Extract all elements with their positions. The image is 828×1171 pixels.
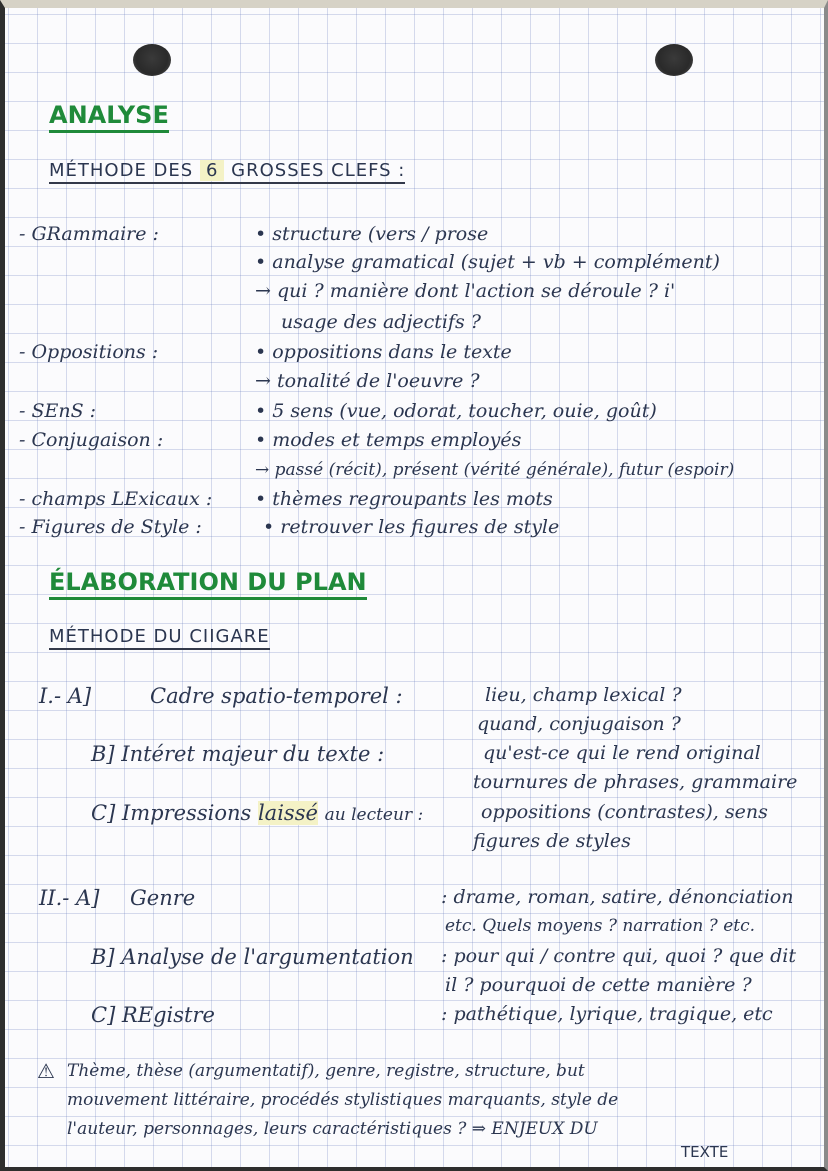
part1-a-label: Cadre spatio-temporel : — [150, 684, 403, 708]
warning-icon: ⚠ — [37, 1059, 55, 1083]
method-prefix: MÉTHODE DES — [49, 160, 194, 181]
grammaire-line-3: → qui ? manière dont l'action se déroule ? i' — [255, 280, 676, 302]
part1-a-line-1: lieu, champ lexical ? — [485, 684, 682, 706]
note-line-1: Thème, thèse (argumentatif), genre, registre, structure, but — [67, 1061, 585, 1081]
sens-line-1: • 5 sens (vue, odorat, toucher, ouie, goût) — [255, 400, 657, 422]
part2-a-label: Genre — [130, 886, 196, 910]
conjugaison-label: - Conjugaison : — [19, 429, 164, 451]
note-line-4: TEXTE — [681, 1143, 729, 1161]
figures-de-style-label: - Figures de Style : — [19, 516, 202, 538]
conjugaison-line-2: → passé (récit), présent (vérité générale), futur (espoir) — [255, 460, 735, 480]
part1-b-line-2: tournures de phrases, grammaire — [473, 771, 798, 793]
binder-hole-right — [655, 44, 693, 76]
method-number: 6 — [200, 160, 224, 181]
binder-hole-left — [133, 44, 171, 76]
oppositions-line-1: • oppositions dans le texte — [255, 341, 512, 363]
oppositions-line-2: → tonalité de l'oeuvre ? — [255, 370, 480, 392]
part2-b-line-2: il ? pourquoi de cette manière ? — [445, 974, 752, 996]
part2-c-label: C] REgistre — [91, 1003, 215, 1027]
part1-c-highlight: laissé — [257, 801, 318, 825]
grammaire-line-1: • structure (vers / prose — [255, 223, 489, 245]
part1-c-label — [91, 801, 423, 827]
part1-b-line-1: qu'est-ce qui le rend original — [483, 742, 761, 764]
grammaire-line-4: usage des adjectifs ? — [281, 311, 481, 333]
oppositions-label: - Oppositions : — [19, 341, 159, 363]
part2-a-line-2: etc. Quels moyens ? narration ? etc. — [445, 916, 756, 936]
grammaire-label: - GRammaire : — [19, 223, 159, 245]
note-line-2: mouvement littéraire, procédés stylistiques marquants, style de — [67, 1090, 619, 1110]
part1-b-label: B] Intéret majeur du texte : — [91, 742, 385, 766]
grammaire-line-2: • analyse gramatical (sujet + vb + complément) — [255, 251, 720, 273]
note-line-3: l'auteur, personnages, leurs caractéristiques ? ⇒ ENJEUX DU — [67, 1119, 598, 1139]
part2-b-label: B] Analyse de l'argumentation — [91, 945, 414, 969]
part1-c-line-2: figures de styles — [473, 830, 631, 852]
part1-c-prefix: C] Impressions — [91, 801, 252, 825]
part2-a-line-1: : drame, roman, satire, dénonciation — [441, 886, 794, 908]
cigare-heading: MÉTHODE DU CIIGARE — [49, 626, 270, 650]
part2-numeral: II.- A] — [39, 886, 100, 910]
analyse-title: ANALYSE — [49, 100, 169, 133]
part1-c-suffix: au lecteur : — [324, 805, 424, 825]
part1-c-line-1: oppositions (contrastes), sens — [481, 801, 768, 823]
part1-numeral: I.- A] — [39, 684, 92, 708]
figures-de-style-line-1: • retrouver les figures de style — [263, 516, 560, 538]
method-suffix: GROSSES CLEFS : — [231, 160, 406, 181]
part2-b-line-1: : pour qui / contre qui, quoi ? que dit — [441, 945, 796, 967]
plan-title: ÉLABORATION DU PLAN — [49, 567, 367, 600]
sens-label: - SEnS : — [19, 400, 97, 422]
champs-lexicaux-line-1: • thèmes regroupants les mots — [255, 488, 553, 510]
conjugaison-line-1: • modes et temps employés — [255, 429, 522, 451]
part2-c-line-1: : pathétique, lyrique, tragique, etc — [441, 1003, 773, 1025]
champs-lexicaux-label: - champs LExicaux : — [19, 488, 213, 510]
part1-a-line-2: quand, conjugaison ? — [477, 713, 681, 735]
method-heading — [49, 160, 405, 184]
